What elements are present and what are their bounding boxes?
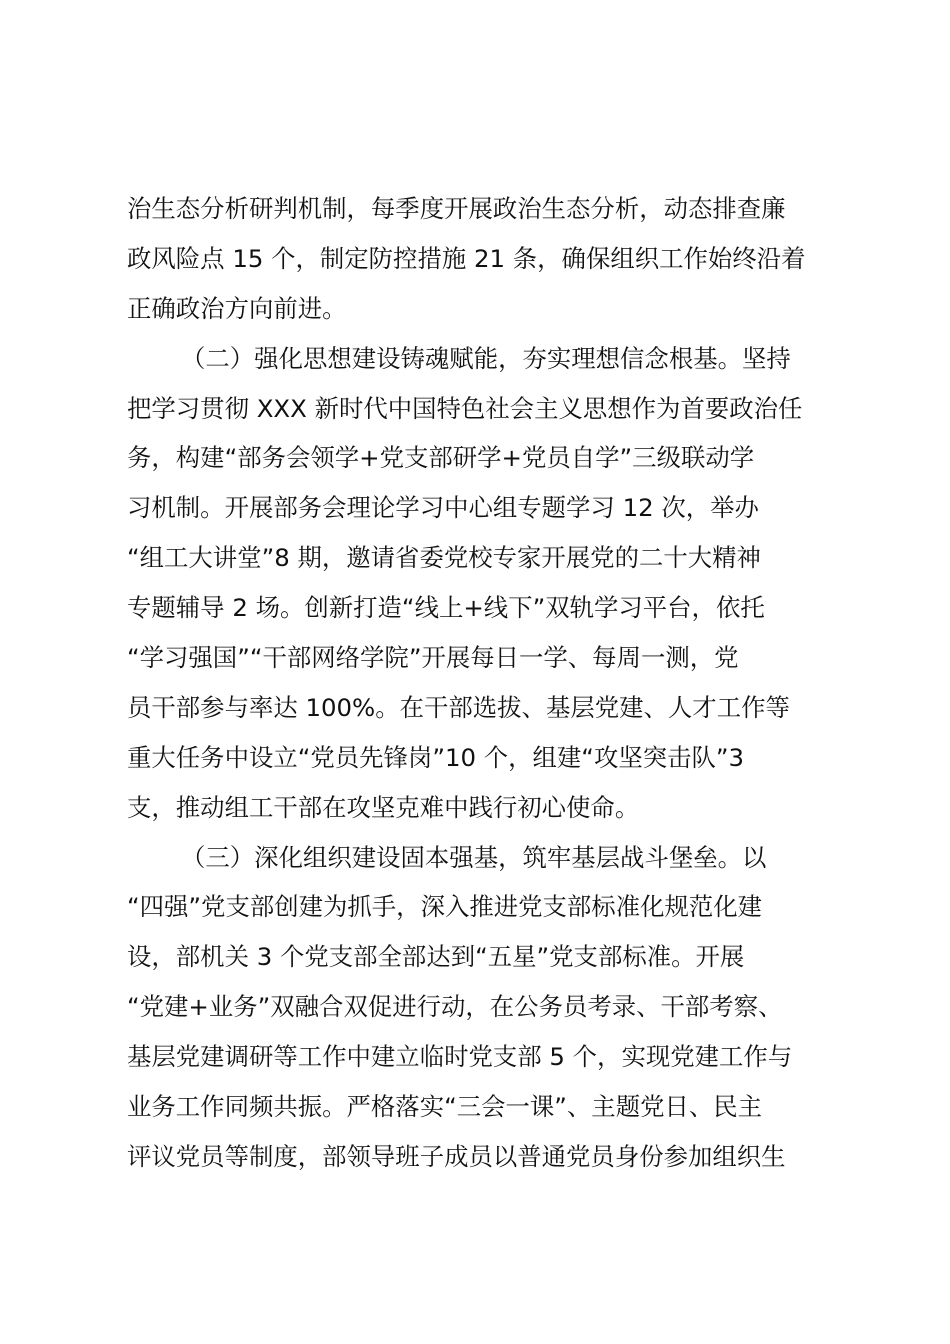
text-line: “组工大讲堂”8 期，邀请省委党校专家开展党的二十大精神 bbox=[127, 543, 761, 573]
text-line: “学习强国”“干部网络学院”开展每日一学、每周一测，党 bbox=[127, 643, 739, 673]
text-line: 务，构建“部务会领学+党支部研学+党员自学”三级联动学 bbox=[127, 443, 755, 473]
text-line: 专题辅导 2 场。创新打造“线上+线下”双轨学习平台，依托 bbox=[127, 593, 765, 623]
text-line: 正确政治方向前进。 bbox=[127, 293, 347, 323]
text-line: 基层党建调研等工作中建立临时党支部 5 个，实现党建工作与 bbox=[127, 1042, 793, 1072]
text-line: 重大任务中设立“党员先锋岗”10 个，组建“攻坚突击队”3 bbox=[127, 742, 745, 772]
text-line: “四强”党支部创建为抓手，深入推进党支部标准化规范化建 bbox=[127, 892, 763, 922]
paragraph-section-3 bbox=[127, 833, 847, 1182]
document-body bbox=[127, 184, 847, 1182]
text-line: “党建+业务”双融合双促进行动，在公务员考录、干部考察、 bbox=[127, 992, 783, 1022]
paragraph-continued bbox=[127, 184, 847, 334]
paragraph-heading-line: （三）深化组织建设固本强基，筑牢基层战斗堡垒。以 bbox=[181, 842, 767, 872]
text-line: 业务工作同频共振。严格落实“三会一课”、主题党日、民主 bbox=[127, 1092, 763, 1122]
text-line: 把学习贯彻 XXX 新时代中国特色社会主义思想作为首要政治任 bbox=[127, 393, 803, 423]
text-line: 设，部机关 3 个党支部全部达到“五星”党支部标准。开展 bbox=[127, 942, 745, 972]
text-line: 习机制。开展部务会理论学习中心组专题学习 12 次，举办 bbox=[127, 493, 759, 523]
text-line: 治生态分析研判机制，每季度开展政治生态分析，动态排查廉 bbox=[127, 194, 786, 223]
paragraph-section-2 bbox=[127, 334, 847, 833]
text-line: 评议党员等制度，部领导班子成员以普通党员身份参加组织生 bbox=[127, 1141, 786, 1171]
text-line: 政风险点 15 个，制定防控措施 21 条，确保组织工作始终沿着 bbox=[127, 243, 806, 273]
text-line: 员干部参与率达 100%。在干部选拔、基层党建、人才工作等 bbox=[127, 692, 790, 722]
text-line: 支，推动组工干部在攻坚克难中践行初心使命。 bbox=[127, 792, 640, 822]
paragraph-heading-line: （二）强化思想建设铸魂赋能，夯实理想信念根基。坚持 bbox=[181, 343, 791, 373]
